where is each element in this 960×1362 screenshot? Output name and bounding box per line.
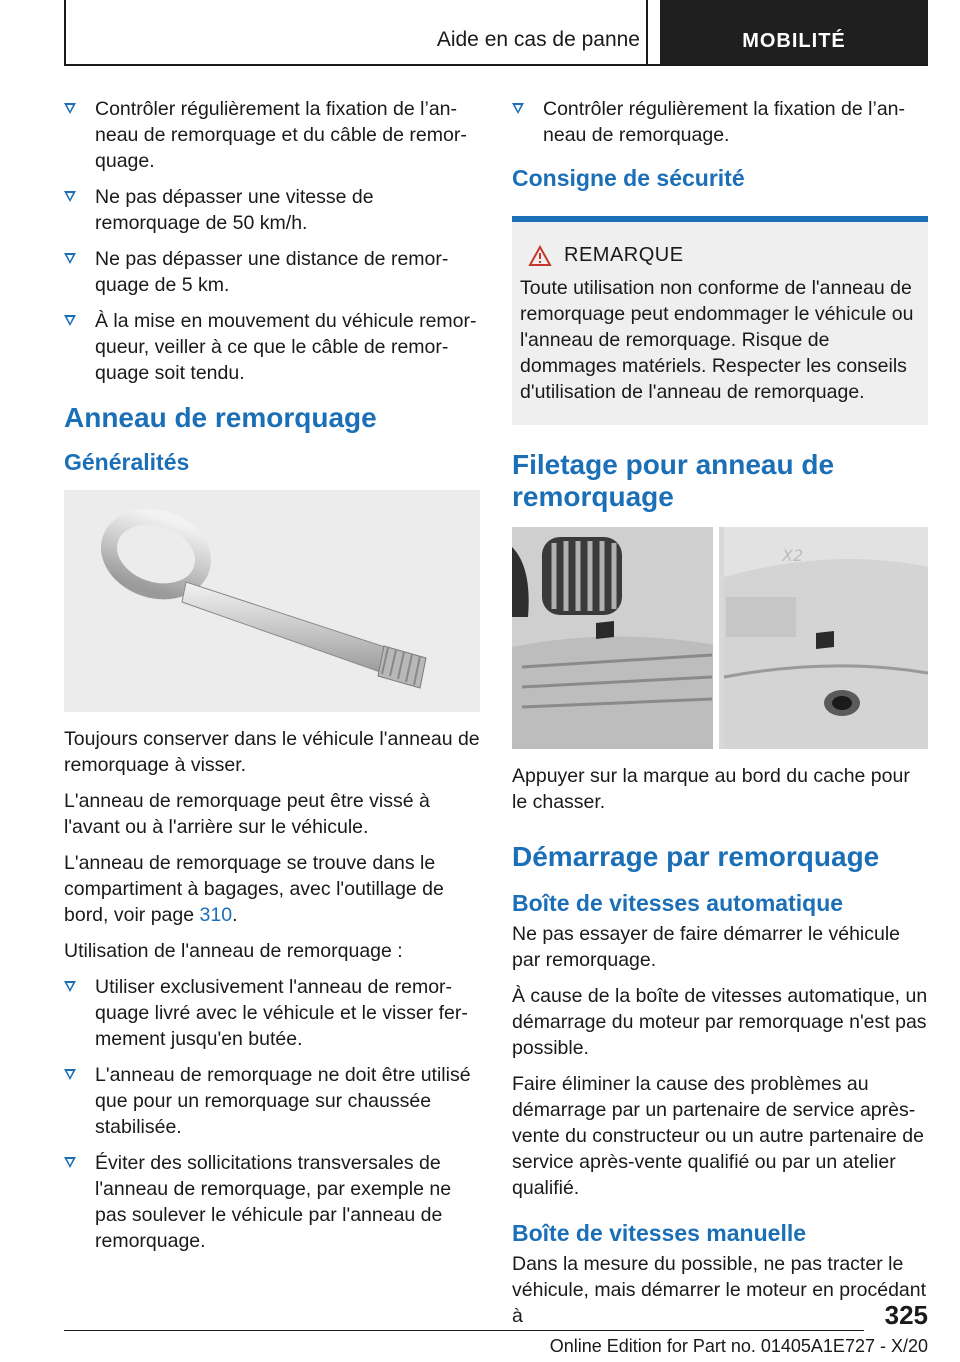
header-rule	[64, 64, 928, 66]
warning-title: REMARQUE	[564, 244, 684, 266]
edition-note: Online Edition for Part no. 01405A1E727 - X/20	[549, 1336, 928, 1356]
chapter-tab: MOBILITÉ	[660, 0, 928, 64]
paragraph: Toujours conserver dans le véhicule l'anneau de remorquage à visser.	[64, 728, 480, 776]
paragraph: Dans la mesure du possible, ne pas tracter le véhicule, mais démarrer le moteur en procédant à	[512, 1253, 927, 1327]
check-list	[512, 96, 928, 148]
bullet-triangle-icon	[64, 981, 76, 992]
bullet-triangle-icon	[64, 315, 76, 326]
bullet-triangle-icon	[64, 103, 76, 114]
bullet-triangle-icon	[64, 191, 76, 202]
right-column	[512, 96, 928, 1339]
usage-list	[64, 974, 480, 1254]
list-item: Contrôler régulièrement la fixation de l’anneau de remorquage et du câble de remorquage.	[64, 96, 480, 174]
paragraph: L'anneau de remorquage se trouve dans le compartiment à bagages, avec l'outillage de bord, voir page 310.	[64, 852, 444, 926]
bullet-triangle-icon	[64, 1157, 76, 1168]
heading-auto-gearbox: Boîte de vitesses automatique	[512, 890, 844, 916]
heading-anneau: Anneau de remorquage	[64, 402, 377, 433]
heading-demarrage: Démarrage par remorquage	[512, 841, 880, 872]
warning-triangle-icon	[528, 245, 552, 267]
section-title: Aide en cas de panne	[436, 28, 640, 51]
list-item: Ne pas dépasser une distance de remorquage de 5 km.	[64, 246, 480, 298]
page-link[interactable]: 310	[199, 904, 233, 926]
bullet-triangle-icon	[64, 253, 76, 264]
list-item: Éviter des sollicitations transversales de l'anneau de remorquage, par exemple ne pas soulever le véhicule par l'anneau de remorquage.	[64, 1150, 480, 1254]
heading-filetage: Filetage pour anneau de remorquage	[512, 449, 835, 512]
list-item: À la mise en mouvement du véhicule remorqueur, veiller à ce que le câble de remorquage soit tendu.	[64, 308, 480, 386]
list-item: Contrôler régulièrement la fixation de l’anneau de remorquage.	[512, 96, 928, 148]
paragraph: Utilisation de l'anneau de remorquage :	[64, 940, 403, 962]
tow-eye-icon	[64, 490, 480, 712]
heading-safety: Consigne de sécurité	[512, 165, 745, 191]
paragraph: Appuyer sur la marque au bord du cache pour le chasser.	[512, 765, 910, 813]
bullet-triangle-icon	[64, 1069, 76, 1080]
page-number: 325	[884, 1300, 928, 1330]
warning-header	[520, 244, 922, 267]
heading-manual-gearbox: Boîte de vitesses manuelle	[512, 1220, 807, 1246]
left-column	[64, 96, 480, 1266]
towing-rules-list	[64, 96, 480, 386]
paragraph: Ne pas essayer de faire démarrer le véhicule par remorquage.	[512, 923, 901, 971]
bullet-triangle-icon	[512, 103, 524, 114]
tow-eye-illustration	[64, 490, 480, 712]
warning-text: Toute utilisation non conforme de l'anneau de remorquage peut endommager le véhicule ou l'anneau de remorquage. Risque de dommages matériels. Respecter les conseils d'utilisation de l'anneau de remorquage.	[520, 277, 914, 403]
heading-generalites: Généralités	[64, 449, 190, 475]
list-item: Ne pas dépasser une vitesse de remorquage de 50 km/h.	[64, 184, 480, 236]
footer-rule	[64, 1330, 864, 1331]
paragraph: Faire éliminer la cause des problèmes au démarrage par un partenaire de service après-vente du constructeur ou un autre partenaire de service après-vente qualifié ou par un atelier qualifié.	[512, 1073, 924, 1199]
car-badge: X2	[782, 546, 804, 565]
warning-box	[512, 216, 928, 425]
paragraph: L'anneau de remorquage peut être vissé à l'avant ou à l'arrière sur le véhicule.	[64, 790, 430, 838]
car-bumper-icon	[512, 527, 928, 749]
paragraph: À cause de la boîte de vitesses automatique, un démarrage du moteur par remorquage n'est pas possible.	[512, 985, 928, 1059]
list-item: Utiliser exclusivement l'anneau de remorquage livré avec le véhicule et le visser fermement jusqu'en butée.	[64, 974, 480, 1052]
list-item: L'anneau de remorquage ne doit être utilisé que pour un remorquage sur chaussée stabilisée.	[64, 1062, 480, 1140]
bumper-cover-photo	[512, 527, 928, 749]
